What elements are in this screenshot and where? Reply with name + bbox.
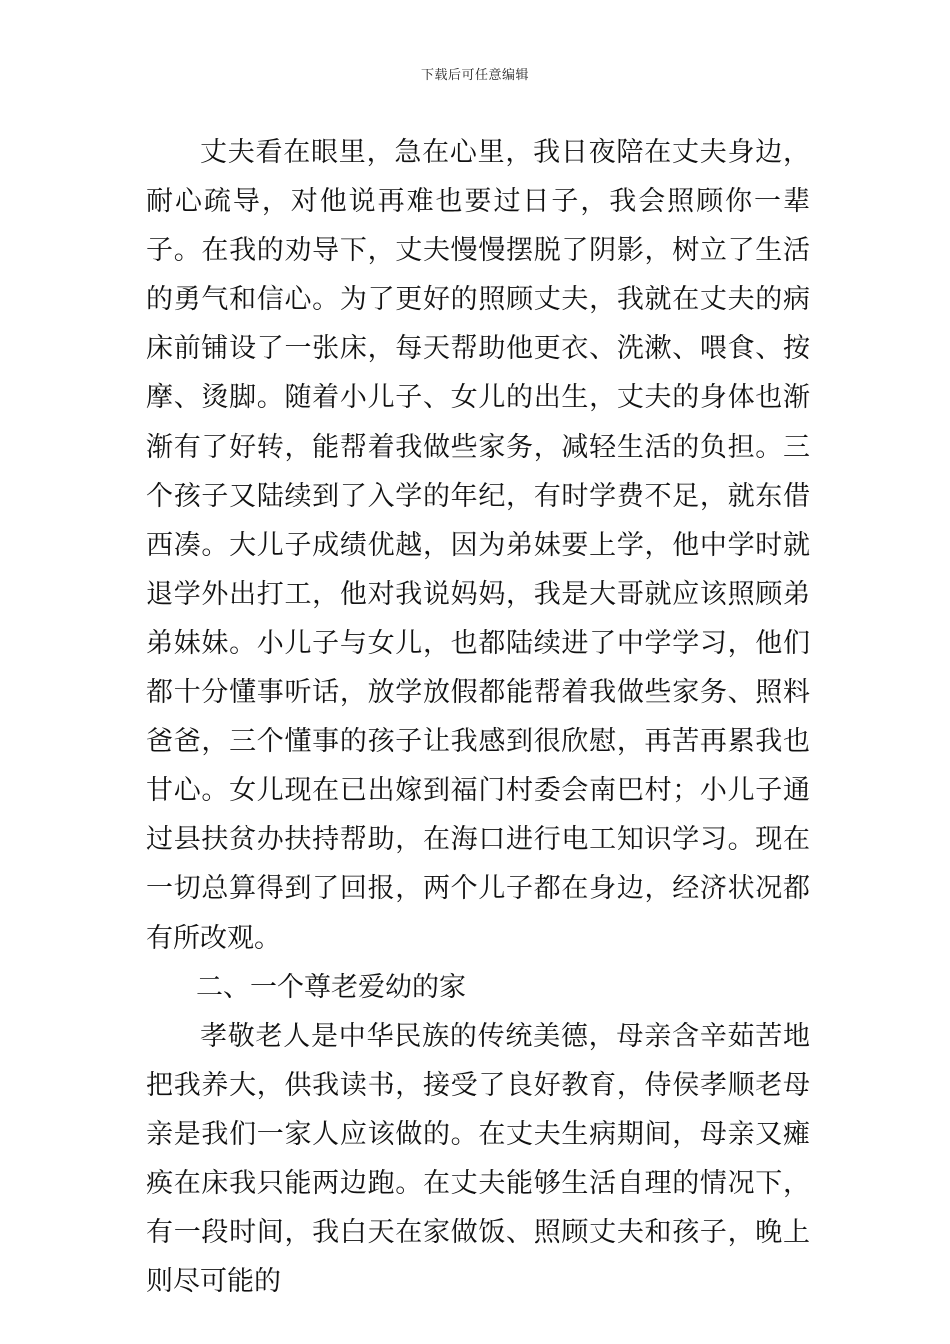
body-paragraph-2: 孝敬老人是中华民族的传统美德，母亲含辛茹苦地把我养大，供我读书，接受了良好教育，侍侯孝顺老母亲是我们一家人应该做的。在丈夫生病期间，母亲又瘫痪在床我只能两边跑。在丈夫能够生活自理的情况下，有一段时间，我白天在家做饭、照顾丈夫和孩子，晚上则尽可能的 [146, 1020, 810, 1298]
body-paragraph-1: 丈夫看在眼里，急在心里，我日夜陪在丈夫身边，耐心疏导，对他说再难也要过日子，我会照顾你一辈子。在我的劝导下，丈夫慢慢摆脱了阴影，树立了生活的勇气和信心。为了更好的照顾丈夫，我就在丈夫的病床前铺设了一张床，每天帮助他更衣、洗漱、喂食、按摩、烫脚。随着小儿子、女儿的出生，丈夫的身体也渐渐有了好转，能帮着我做些家务，减轻生活的负担。三个孩子又陆续到了入学的年纪，有时学费不足，就东借西凑。大儿子成绩优越，因为弟妹要上学，他中学时就退学外出打工，他对我说妈妈，我是大哥就应该照顾弟弟妹妹。小儿子与女儿，也都陆续进了中学学习，他们都十分懂事听话，放学放假都能帮着我做些家务、照料爸爸，三个懂事的孩子让我感到很欣慰，再苦再累我也甘心。女儿现在已出嫁到福门村委会南巴村；小儿子通过县扶贫办扶持帮助，在海口进行电工知识学习。现在一切总算得到了回报，两个儿子都在身边，经济状况都有所改观。 [146, 137, 810, 954]
section-heading-2: 二、一个尊老爱幼的家 [196, 971, 466, 1003]
page-header: 下载后可任意编辑 [420, 68, 529, 83]
document-body [146, 128, 810, 1306]
